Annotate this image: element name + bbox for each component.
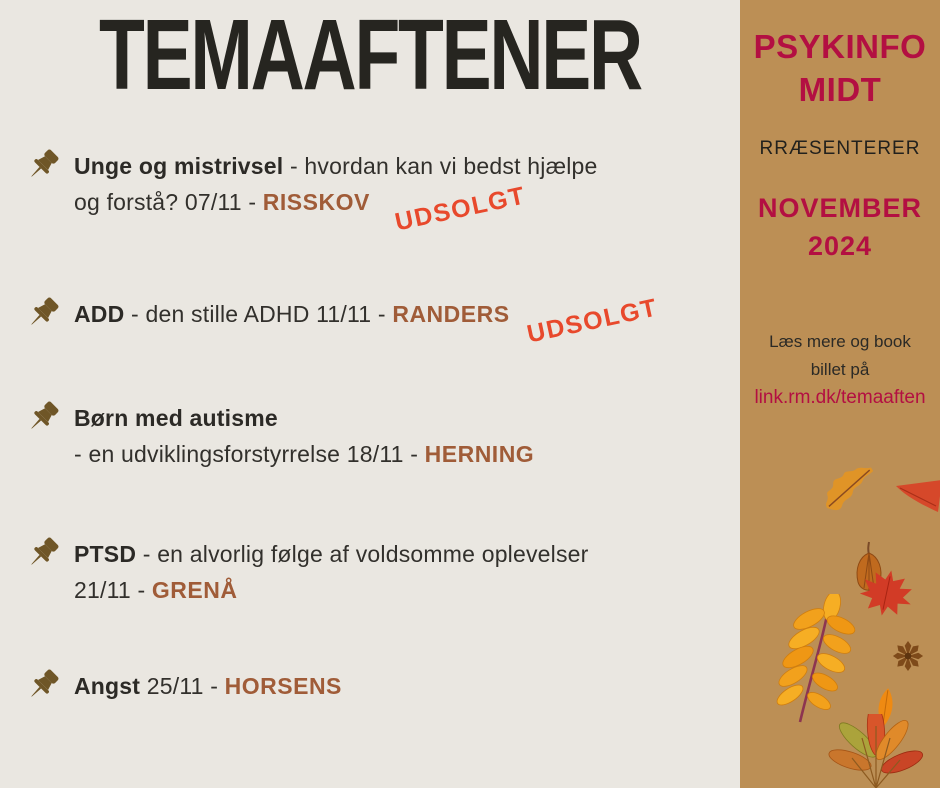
event-location: RISSKOV <box>262 189 370 215</box>
page-title: TEMAAFTENER <box>99 0 641 111</box>
event-topic: ADD <box>74 301 125 327</box>
event-description-line2: - en udviklingsforstyrrelse 18/11 - <box>74 441 425 467</box>
booking-link[interactable]: link.rm.dk/temaaften <box>754 387 926 408</box>
event-topic: PTSD <box>74 541 137 567</box>
event-description: - hvordan kan vi bedst hjælpe <box>283 153 598 179</box>
event-row-ptsd <box>24 536 589 608</box>
star-anise-image <box>892 640 924 677</box>
sidebar <box>740 0 940 788</box>
soldout-badge: UDSOLGT <box>392 181 528 237</box>
event-text <box>74 148 598 237</box>
event-row-add <box>24 293 660 349</box>
red-leaf-edge-image <box>892 478 940 521</box>
event-row-angst <box>24 668 342 704</box>
palmate-leaf-image <box>828 714 924 788</box>
soldout-badge: UDSOLGT <box>524 293 660 349</box>
event-row-unge-og-mistrivsel <box>24 148 598 237</box>
event-location: HERNING <box>424 441 535 467</box>
maple-leaf-image <box>853 563 919 628</box>
event-description: - den stille ADHD 11/11 - <box>124 301 393 327</box>
cta-line1: Læs mere og book <box>769 332 911 351</box>
cta-line2: billet på <box>810 360 870 379</box>
event-location: RANDERS <box>392 301 510 327</box>
event-description: - en alvorlig følge af voldsomme oplevelser <box>136 541 589 567</box>
presents-label: RRÆSENTERER <box>759 138 921 159</box>
pushpin-icon <box>24 666 62 704</box>
event-text <box>74 536 589 608</box>
month-line2: 2024 <box>807 231 873 261</box>
event-text <box>74 668 342 704</box>
event-topic: Børn med autisme <box>74 405 278 431</box>
pushpin-icon <box>24 146 62 184</box>
event-location: HORSENS <box>224 673 342 699</box>
event-text <box>74 400 534 472</box>
event-topic: Unge og mistrivsel <box>74 153 284 179</box>
brand-title <box>740 25 940 111</box>
event-text <box>74 293 660 349</box>
event-topic: Angst <box>74 673 141 699</box>
oak-leaf-image <box>813 458 889 529</box>
brand-line2: MIDT <box>798 71 882 108</box>
rowan-leaf-image <box>768 594 860 731</box>
pushpin-icon <box>24 534 62 572</box>
pushpin-icon <box>24 294 62 332</box>
event-location: GRENÅ <box>151 577 238 603</box>
month-label <box>740 189 940 265</box>
event-row-boern-med-autisme <box>24 400 534 472</box>
pushpin-icon <box>24 398 62 436</box>
event-description-line2: 21/11 - <box>74 577 152 603</box>
brand-line1: PSYKINFO <box>753 28 927 65</box>
cta-text <box>740 328 940 384</box>
month-line1: NOVEMBER <box>757 193 922 223</box>
event-description-line2: og forstå? 07/11 - <box>74 189 263 215</box>
event-description: 25/11 - <box>140 673 225 699</box>
